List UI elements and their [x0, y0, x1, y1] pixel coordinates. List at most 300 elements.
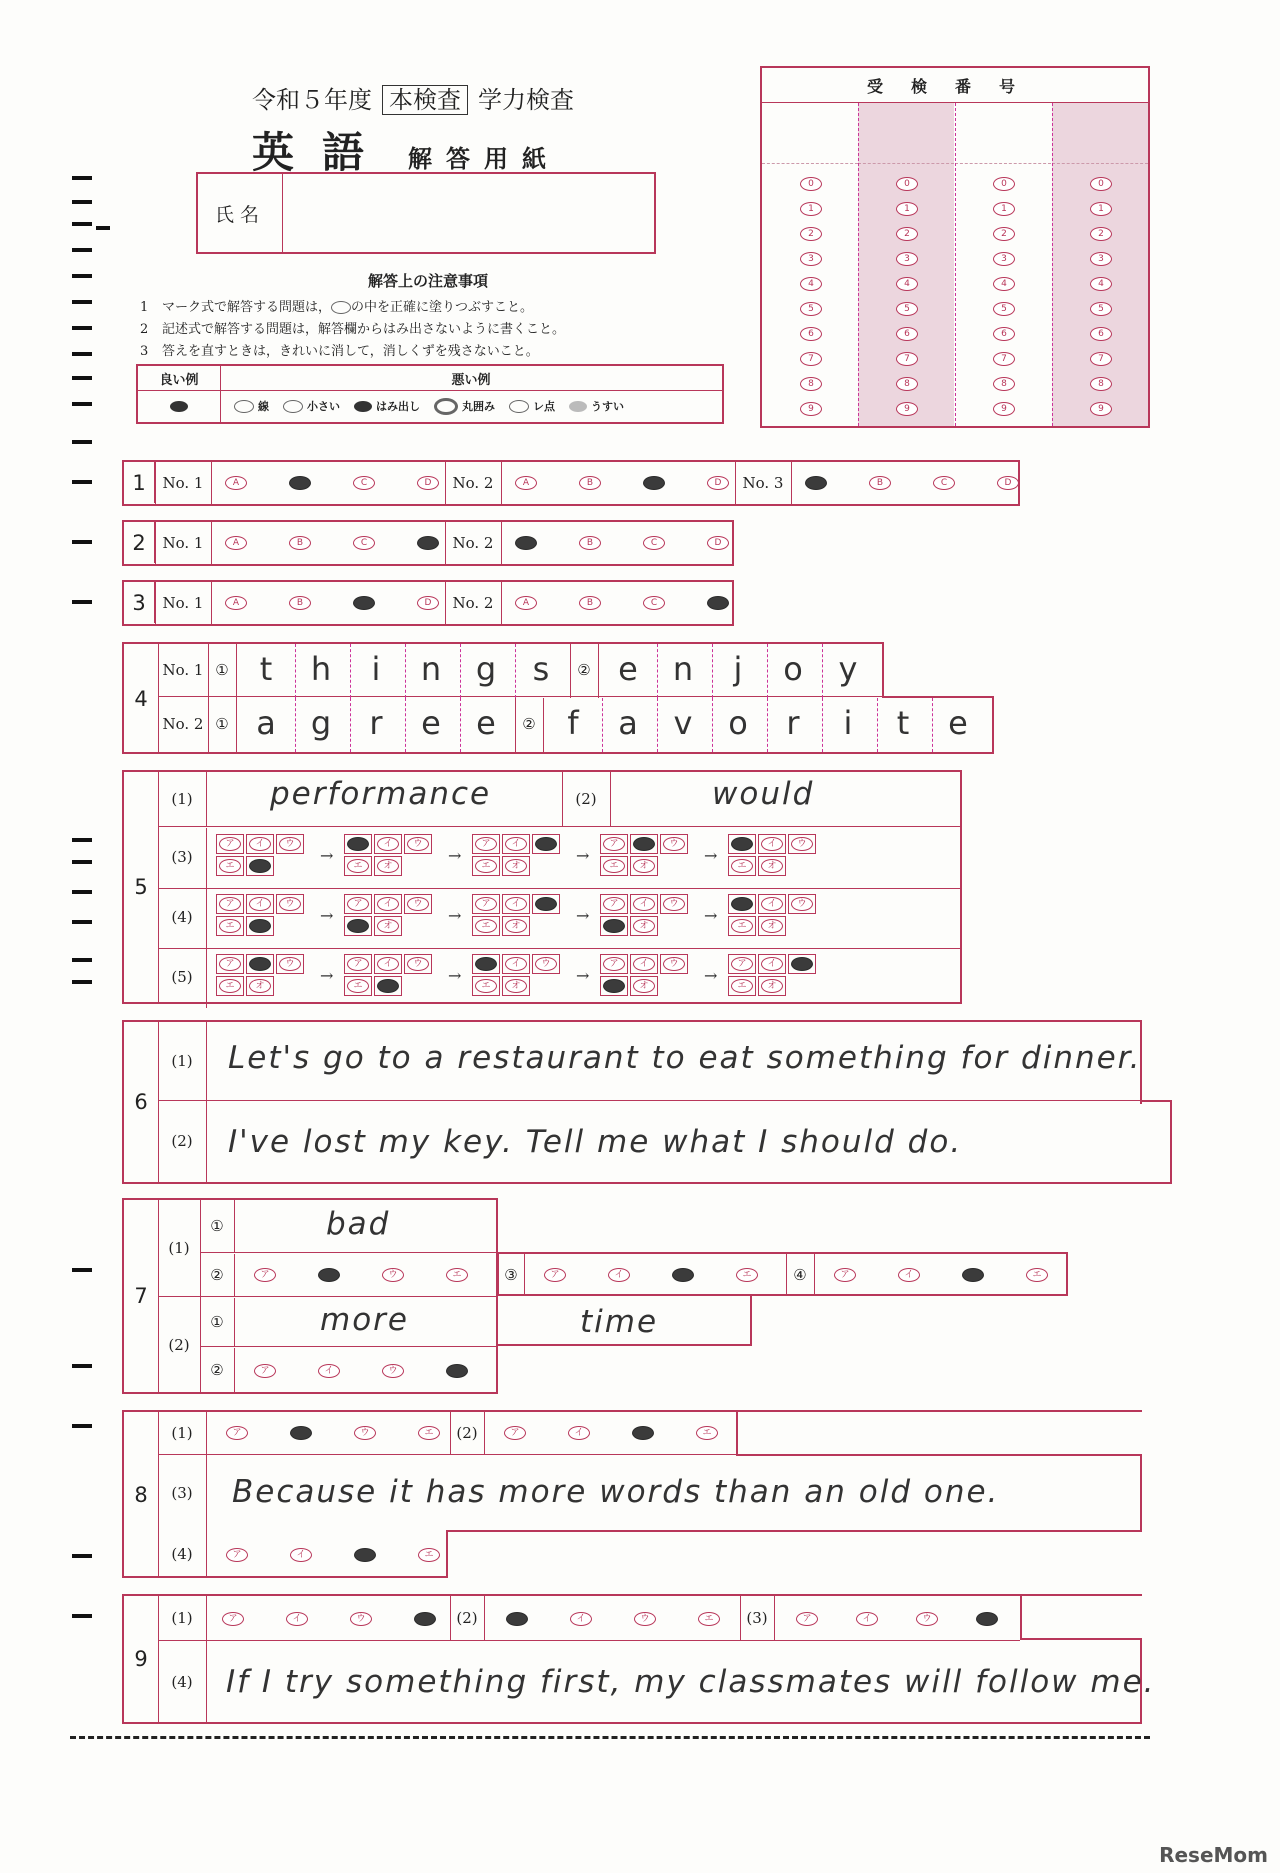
small-dot-bubble-icon: [283, 400, 303, 413]
q7-option-bubble[interactable]: イ: [318, 1364, 340, 1378]
q5-option-bubble[interactable]: エ: [347, 979, 369, 993]
circled-bubble-icon: [434, 398, 458, 415]
q8-option-bubble[interactable]: [290, 1426, 312, 1440]
divider: [206, 772, 207, 826]
id-digit-bubble[interactable]: 3: [800, 252, 822, 266]
q5-option-bubble[interactable]: [603, 979, 625, 993]
divider: [236, 644, 237, 698]
q2-option-bubble[interactable]: [515, 536, 537, 550]
divider: [206, 888, 207, 948]
q7-option-bubble[interactable]: ア: [254, 1364, 276, 1378]
id-digit-bubble[interactable]: 8: [1090, 377, 1112, 391]
exam-header: [252, 80, 574, 115]
q4-letter: a: [256, 704, 276, 742]
id-digit-bubble[interactable]: 8: [993, 377, 1015, 391]
q8-option-bubble[interactable]: イ: [290, 1548, 312, 1562]
q5-option-bubble[interactable]: イ: [505, 957, 527, 971]
q7-option-bubble[interactable]: イ: [898, 1268, 920, 1282]
q5-part-label: (3): [171, 848, 193, 866]
q5-option-bubble[interactable]: オ: [377, 859, 399, 873]
q5-option-bubble[interactable]: エ: [731, 979, 753, 993]
q7-circle-number: ②: [210, 1266, 224, 1284]
q7-option-bubble[interactable]: イ: [608, 1268, 630, 1282]
q5-option-bubble[interactable]: オ: [377, 919, 399, 933]
id-digit-bubble[interactable]: 5: [896, 302, 918, 316]
q5-option-bubble[interactable]: ア: [219, 837, 241, 851]
letter-divider: [877, 698, 878, 752]
q5-option-bubble[interactable]: [377, 979, 399, 993]
q5-option-bubble[interactable]: [249, 957, 271, 971]
q2-option-bubble[interactable]: B: [579, 536, 601, 550]
q5-option-bubble[interactable]: ア: [731, 957, 753, 971]
q8-option-bubble[interactable]: エ: [418, 1426, 440, 1440]
q1-option-bubble[interactable]: D: [707, 476, 729, 490]
arrow-icon: →: [576, 846, 590, 865]
letter-divider: [767, 698, 768, 752]
q5-option-bubble[interactable]: [347, 837, 369, 851]
letter-divider: [657, 644, 658, 698]
divider: [501, 522, 502, 564]
q7-answer-1-1[interactable]: bad: [326, 1206, 391, 1242]
q5-option-bubble[interactable]: [347, 919, 369, 933]
q5-option-bubble[interactable]: イ: [249, 837, 271, 851]
q8-part-label: (4): [171, 1545, 193, 1563]
divider: [155, 462, 156, 504]
q5-option-bubble[interactable]: エ: [219, 859, 241, 873]
divider: [598, 644, 599, 698]
q1-option-bubble[interactable]: [805, 476, 827, 490]
q5-option-bubble[interactable]: イ: [761, 897, 783, 911]
q3-part-label: No. 2: [452, 594, 494, 612]
overflow-bubble-icon: [354, 401, 372, 412]
q7-option-bubble[interactable]: [962, 1268, 984, 1282]
id-digit-bubble[interactable]: 6: [896, 327, 918, 341]
arrow-icon: →: [704, 846, 718, 865]
q5-option-bubble[interactable]: [249, 919, 271, 933]
q3-option-bubble[interactable]: D: [417, 596, 439, 610]
divider: [211, 582, 212, 624]
q4-circle-number: ②: [577, 661, 591, 679]
q6-answer-2[interactable]: I've lost my key. Tell me what I should do.: [228, 1124, 963, 1160]
id-digit-bubble[interactable]: 7: [1090, 352, 1112, 366]
q5-option-bubble[interactable]: [475, 957, 497, 971]
q8-part-label: (3): [171, 1484, 193, 1502]
q5-option-bubble[interactable]: エ: [219, 919, 241, 933]
arrow-icon: →: [704, 966, 718, 985]
q7-circle-number: ④: [793, 1266, 807, 1284]
bad-examples: 線 小さい はみ出し 丸囲み レ点 うすい: [234, 390, 722, 422]
q3-option-bubble[interactable]: A: [515, 596, 537, 610]
q5-option-bubble[interactable]: オ: [505, 919, 527, 933]
id-digit-bubble[interactable]: 6: [800, 327, 822, 341]
q5-option-bubble[interactable]: ア: [219, 897, 241, 911]
q8-answer-3[interactable]: Because it has more words than an old one.: [232, 1474, 1000, 1510]
q6-answer-1[interactable]: Let's go to a restaurant to eat something for dinner.: [228, 1040, 1142, 1076]
q1-option-bubble[interactable]: A: [515, 476, 537, 490]
q1-option-bubble[interactable]: B: [579, 476, 601, 490]
q1-option-bubble[interactable]: [289, 476, 311, 490]
q4-letter: r: [369, 704, 383, 742]
q5-option-bubble[interactable]: オ: [761, 979, 783, 993]
arrow-icon: →: [576, 966, 590, 985]
marking-examples: [136, 364, 724, 424]
q5-option-bubble[interactable]: イ: [633, 897, 655, 911]
q7-option-bubble[interactable]: ア: [834, 1268, 856, 1282]
q8-option-bubble[interactable]: ア: [226, 1548, 248, 1562]
note-3: 3 答えを直すときは，きれいに消して，消しくずを残さないこと。: [140, 344, 539, 359]
q1-option-bubble[interactable]: [643, 476, 665, 490]
q7-circle-number: ①: [210, 1313, 224, 1331]
q5-answer-1[interactable]: performance: [270, 776, 492, 812]
q3-option-bubble[interactable]: C: [643, 596, 665, 610]
q5-option-bubble[interactable]: ウ: [407, 897, 429, 911]
letter-divider: [822, 644, 823, 698]
arrow-icon: →: [448, 846, 462, 865]
arrow-icon: →: [320, 846, 334, 865]
q5-part-label: (2): [575, 790, 597, 808]
q4-letter: j: [733, 650, 743, 688]
id-digit-bubble[interactable]: 0: [800, 177, 822, 191]
q2-part-label: No. 1: [162, 534, 204, 552]
q2-option-bubble[interactable]: C: [353, 536, 375, 550]
id-digit-bubble[interactable]: 5: [800, 302, 822, 316]
q4-circle-number: ①: [215, 661, 229, 679]
id-digit-bubble[interactable]: 7: [800, 352, 822, 366]
q5-option-bubble[interactable]: ウ: [279, 957, 301, 971]
q5-number: 5: [124, 772, 159, 1001]
q5-option-bubble[interactable]: ア: [475, 837, 497, 851]
q4-letter: n: [420, 650, 442, 688]
divider: [234, 1348, 235, 1392]
q1-part-label: No. 3: [742, 474, 784, 492]
id-digit-bubble[interactable]: 6: [993, 327, 1015, 341]
bad-example-label: 悪い例: [220, 366, 722, 391]
q3-option-bubble[interactable]: B: [289, 596, 311, 610]
divider: [501, 462, 502, 504]
q4-letter: o: [728, 704, 748, 742]
id-digit-bubble[interactable]: 0: [896, 177, 918, 191]
q2-option-bubble[interactable]: [417, 536, 439, 550]
q5-option-bubble[interactable]: オ: [249, 979, 271, 993]
q7-option-bubble[interactable]: ウ: [382, 1268, 404, 1282]
letter-divider: [405, 644, 406, 698]
q5-option-bubble[interactable]: ア: [219, 957, 241, 971]
q8-option-bubble[interactable]: エ: [696, 1426, 718, 1440]
q7-option-bubble[interactable]: [446, 1364, 468, 1378]
q5-option-bubble[interactable]: イ: [377, 897, 399, 911]
q6-part-label: (2): [171, 1132, 193, 1150]
q7-option-bubble[interactable]: ウ: [382, 1364, 404, 1378]
q4-letter: f: [567, 704, 579, 742]
arrow-icon: →: [320, 966, 334, 985]
q7-answer-2-1a[interactable]: more: [320, 1302, 409, 1338]
id-digit-bubble[interactable]: 4: [896, 277, 918, 291]
id-digit-bubble[interactable]: 1: [993, 202, 1015, 216]
q9-option-bubble[interactable]: イ: [570, 1612, 592, 1626]
q3-option-bubble[interactable]: B: [579, 596, 601, 610]
brand-logo: ReseMom: [1159, 1843, 1268, 1867]
q3-option-bubble[interactable]: A: [225, 596, 247, 610]
q5-option-bubble[interactable]: ウ: [407, 957, 429, 971]
q5-option-bubble[interactable]: ア: [603, 897, 625, 911]
q9-option-bubble[interactable]: エ: [698, 1612, 720, 1626]
id-digit-bubble[interactable]: 7: [896, 352, 918, 366]
id-digit-bubble[interactable]: 1: [1090, 202, 1112, 216]
q8-option-bubble[interactable]: ア: [504, 1426, 526, 1440]
q8-option-bubble[interactable]: イ: [568, 1426, 590, 1440]
arrow-icon: →: [320, 906, 334, 925]
q5-option-bubble[interactable]: エ: [603, 859, 625, 873]
id-digit-bubble[interactable]: 2: [896, 227, 918, 241]
q7-option-bubble[interactable]: [672, 1268, 694, 1282]
q4-letter: g: [475, 650, 497, 688]
cut-line: [70, 1736, 1150, 1739]
q1-option-bubble[interactable]: B: [869, 476, 891, 490]
q5-option-bubble[interactable]: [535, 897, 557, 911]
id-digit-bubble[interactable]: 3: [1090, 252, 1112, 266]
id-digit-bubble[interactable]: 0: [1090, 177, 1112, 191]
divider: [735, 462, 736, 504]
q5-part-label: (1): [171, 790, 193, 808]
id-digit-bubble[interactable]: 3: [896, 252, 918, 266]
letter-divider: [822, 698, 823, 752]
q2-option-bubble[interactable]: D: [707, 536, 729, 550]
exam-number-title: 受検番号: [762, 68, 1148, 103]
id-digit-bubble[interactable]: 9: [1090, 402, 1112, 416]
q5-option-bubble[interactable]: イ: [761, 957, 783, 971]
q5-option-bubble[interactable]: オ: [761, 919, 783, 933]
letter-divider: [712, 644, 713, 698]
q7-circle-number: ③: [504, 1266, 518, 1284]
divider: [445, 462, 446, 504]
letter-divider: [932, 698, 933, 752]
q3-option-bubble[interactable]: [707, 596, 729, 610]
q5-option-bubble[interactable]: ウ: [663, 837, 685, 851]
divider: [543, 698, 544, 752]
q5-option-bubble[interactable]: [249, 859, 271, 873]
id-digit-bubble[interactable]: 0: [993, 177, 1015, 191]
q8-option-bubble[interactable]: エ: [418, 1548, 440, 1562]
q5-option-bubble[interactable]: ア: [347, 957, 369, 971]
q5-option-bubble[interactable]: エ: [219, 979, 241, 993]
q5-answer-2[interactable]: would: [712, 776, 815, 812]
name-field[interactable]: [196, 172, 656, 254]
q5-option-bubble[interactable]: エ: [731, 919, 753, 933]
q4-letter: g: [310, 704, 332, 742]
q9-option-bubble[interactable]: [414, 1612, 436, 1626]
title: [252, 120, 560, 180]
q5-option-bubble[interactable]: [731, 837, 753, 851]
id-digit-bubble[interactable]: 3: [993, 252, 1015, 266]
q5-option-bubble[interactable]: ウ: [791, 837, 813, 851]
q4-letter: r: [786, 704, 800, 742]
divider: [484, 1412, 485, 1454]
q5-option-bubble[interactable]: [731, 897, 753, 911]
q5-option-bubble[interactable]: [791, 957, 813, 971]
divider: [206, 1412, 207, 1576]
q5-option-bubble[interactable]: イ: [377, 957, 399, 971]
q5-option-bubble[interactable]: ウ: [535, 957, 557, 971]
q5-option-bubble[interactable]: エ: [475, 859, 497, 873]
id-digit-bubble[interactable]: 8: [800, 377, 822, 391]
q1-option-bubble[interactable]: D: [417, 476, 439, 490]
q8-option-bubble[interactable]: [354, 1548, 376, 1562]
q7-option-bubble[interactable]: エ: [1026, 1268, 1048, 1282]
id-digit-bubble[interactable]: 2: [800, 227, 822, 241]
q9-option-bubble[interactable]: ウ: [350, 1612, 372, 1626]
letter-divider: [460, 644, 461, 698]
letter-divider: [295, 644, 296, 698]
q5-option-bubble[interactable]: ウ: [279, 837, 301, 851]
q5-option-bubble[interactable]: エ: [731, 859, 753, 873]
divider: [206, 1596, 207, 1722]
q4-part-label: No. 2: [162, 715, 204, 733]
id-digit-bubble[interactable]: 9: [800, 402, 822, 416]
q5-option-bubble[interactable]: ウ: [407, 837, 429, 851]
id-digit-bubble[interactable]: 5: [1090, 302, 1112, 316]
q2-option-bubble[interactable]: C: [643, 536, 665, 550]
q4-letter: i: [371, 650, 381, 688]
q8-option-bubble[interactable]: ウ: [354, 1426, 376, 1440]
q1-option-bubble[interactable]: A: [225, 476, 247, 490]
q5-option-bubble[interactable]: ア: [347, 897, 369, 911]
q5-option-bubble[interactable]: オ: [633, 859, 655, 873]
letter-divider: [602, 698, 603, 752]
q2-option-bubble[interactable]: A: [225, 536, 247, 550]
q3-option-bubble[interactable]: [353, 596, 375, 610]
id-digit-bubble[interactable]: 4: [800, 277, 822, 291]
q5-option-bubble[interactable]: [633, 837, 655, 851]
q5-option-bubble[interactable]: [603, 919, 625, 933]
q7-number: 7: [124, 1200, 159, 1392]
id-digit-bubble[interactable]: 6: [1090, 327, 1112, 341]
q1-option-bubble[interactable]: C: [933, 476, 955, 490]
q5-option-bubble[interactable]: イ: [633, 957, 655, 971]
letter-divider: [405, 698, 406, 752]
id-digit-bubble[interactable]: 7: [993, 352, 1015, 366]
q4-letter: v: [673, 704, 693, 742]
q8-option-bubble[interactable]: [632, 1426, 654, 1440]
q4-letter: e: [948, 704, 968, 742]
q7-answer-2-1b[interactable]: time: [580, 1304, 659, 1340]
letter-divider: [350, 698, 351, 752]
note-1: 1 マーク式で解答する問題は， の中を正確に塗りつぶすこと。: [140, 300, 534, 315]
q8-part-label: (1): [171, 1424, 193, 1442]
q5-option-bubble[interactable]: オ: [761, 859, 783, 873]
q5-option-bubble[interactable]: オ: [505, 979, 527, 993]
q9-option-bubble[interactable]: [976, 1612, 998, 1626]
q9-option-bubble[interactable]: [506, 1612, 528, 1626]
q5-option-bubble[interactable]: イ: [249, 897, 271, 911]
q5-option-bubble[interactable]: オ: [505, 859, 527, 873]
q5-option-bubble[interactable]: ア: [475, 897, 497, 911]
q7-option-bubble[interactable]: [318, 1268, 340, 1282]
q7-option-bubble[interactable]: エ: [736, 1268, 758, 1282]
faint-bubble-icon: [569, 401, 587, 412]
divider: [206, 828, 207, 888]
divider: [484, 1596, 485, 1640]
q7-option-bubble[interactable]: エ: [446, 1268, 468, 1282]
divider: [211, 462, 212, 504]
q7-option-bubble[interactable]: ア: [544, 1268, 566, 1282]
q8-part-label: (2): [456, 1424, 478, 1442]
q5-option-bubble[interactable]: [535, 837, 557, 851]
q9-part-label: (4): [171, 1673, 193, 1691]
q5-option-bubble[interactable]: ウ: [663, 957, 685, 971]
id-digit-bubble[interactable]: 4: [1090, 277, 1112, 291]
q4-letter: o: [783, 650, 803, 688]
id-digit-bubble[interactable]: 5: [993, 302, 1015, 316]
letter-divider: [515, 644, 516, 698]
divider: [155, 522, 156, 564]
q9-option-bubble[interactable]: イ: [286, 1612, 308, 1626]
q5-option-bubble[interactable]: イ: [505, 897, 527, 911]
id-digit-bubble[interactable]: 8: [896, 377, 918, 391]
id-digit-bubble[interactable]: 4: [993, 277, 1015, 291]
divider: [211, 522, 212, 564]
q7-circle-number: ②: [210, 1361, 224, 1379]
letter-divider: [657, 698, 658, 752]
q5-option-bubble[interactable]: オ: [633, 919, 655, 933]
id-digit-bubble[interactable]: 2: [993, 227, 1015, 241]
divider: [774, 1596, 775, 1640]
q9-option-bubble[interactable]: イ: [856, 1612, 878, 1626]
id-digit-bubble[interactable]: 1: [896, 202, 918, 216]
q5-option-bubble[interactable]: イ: [377, 837, 399, 851]
q8-option-bubble[interactable]: ア: [226, 1426, 248, 1440]
divider: [791, 462, 792, 504]
q9-option-bubble[interactable]: ア: [796, 1612, 818, 1626]
q5-option-bubble[interactable]: ウ: [791, 897, 813, 911]
q5-option-bubble[interactable]: エ: [347, 859, 369, 873]
subject-title: 英語: [252, 128, 393, 177]
q2-option-bubble[interactable]: B: [289, 536, 311, 550]
q8-number: 8: [124, 1412, 159, 1578]
id-digit-bubble[interactable]: 1: [800, 202, 822, 216]
q5-option-bubble[interactable]: エ: [475, 919, 497, 933]
q4-letter: t: [259, 650, 273, 688]
id-digit-bubble[interactable]: 9: [896, 402, 918, 416]
q5-option-bubble[interactable]: エ: [475, 979, 497, 993]
divider: [158, 888, 962, 889]
q7-option-bubble[interactable]: ア: [254, 1268, 276, 1282]
q5-option-bubble[interactable]: ア: [603, 957, 625, 971]
q9-option-bubble[interactable]: ウ: [916, 1612, 938, 1626]
q5-option-bubble[interactable]: ア: [603, 837, 625, 851]
divider: [814, 1254, 815, 1296]
divider: [501, 582, 502, 624]
q3-number: 3: [124, 582, 155, 623]
q9-option-bubble[interactable]: ウ: [634, 1612, 656, 1626]
bubble-icon: [331, 301, 351, 314]
q5-option-bubble[interactable]: ウ: [663, 897, 685, 911]
divider: [234, 1254, 235, 1296]
q4-circle-number: ①: [215, 715, 229, 733]
arrow-icon: →: [448, 906, 462, 925]
id-digit-bubble[interactable]: 9: [993, 402, 1015, 416]
q5-option-bubble[interactable]: イ: [761, 837, 783, 851]
q4-letter: y: [838, 650, 858, 688]
q5-option-bubble[interactable]: イ: [505, 837, 527, 851]
q1-option-bubble[interactable]: C: [353, 476, 375, 490]
q5-option-bubble[interactable]: ウ: [279, 897, 301, 911]
q1-option-bubble[interactable]: D: [997, 476, 1019, 490]
q5-option-bubble[interactable]: オ: [633, 979, 655, 993]
q9-option-bubble[interactable]: ア: [222, 1612, 244, 1626]
divider: [445, 522, 446, 564]
q9-answer-4[interactable]: If I try something first, my classmates will follow me.: [226, 1664, 1156, 1700]
id-digit-bubble[interactable]: 2: [1090, 227, 1112, 241]
